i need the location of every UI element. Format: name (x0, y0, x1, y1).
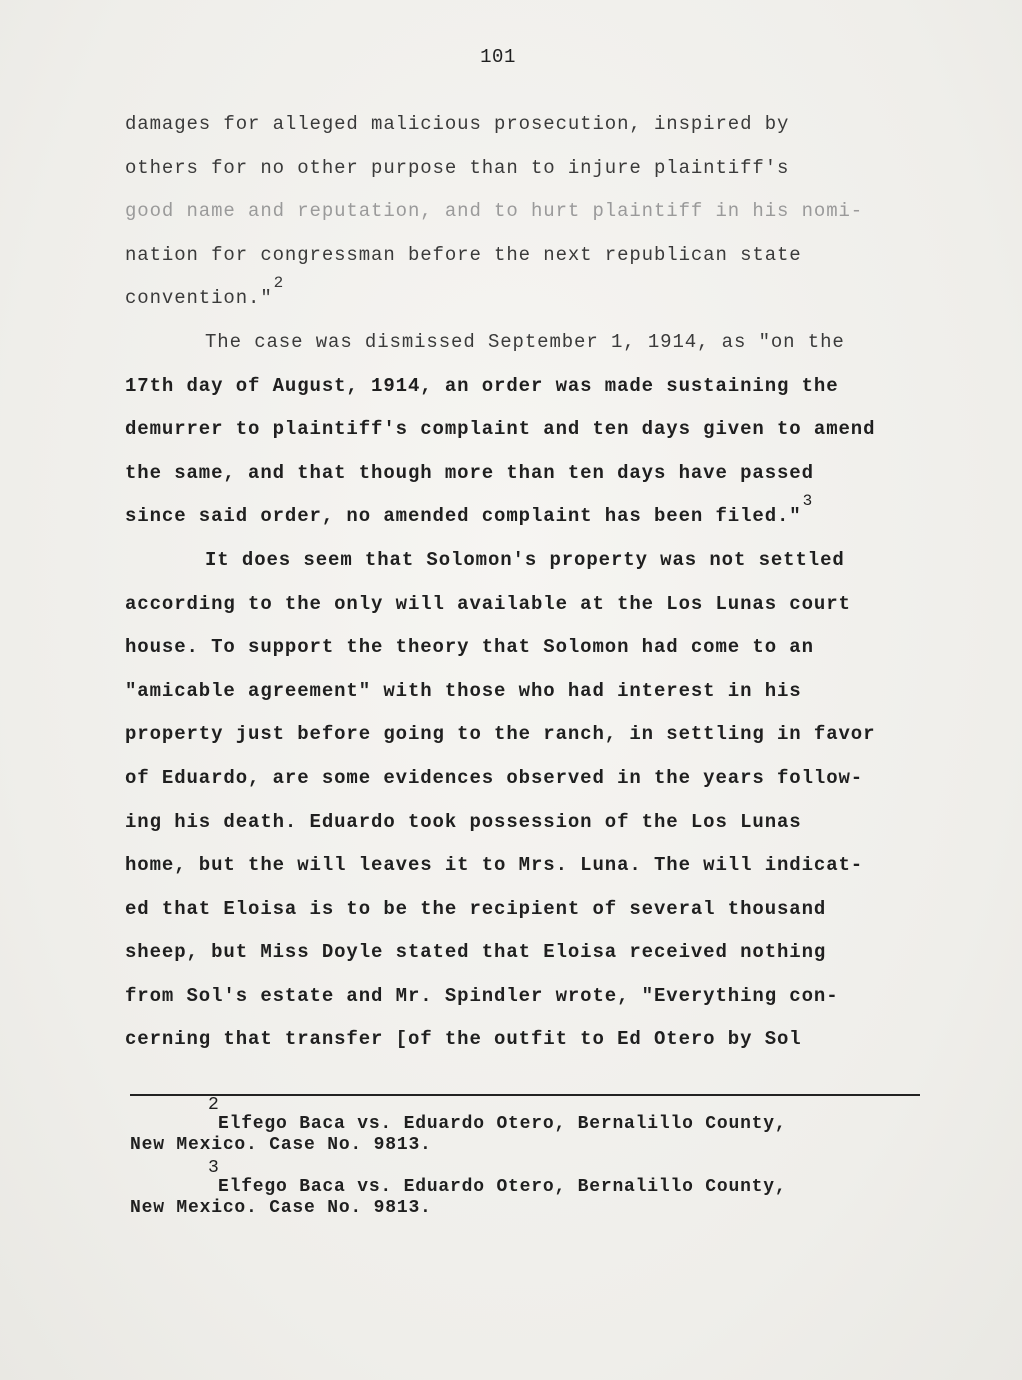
footnote-reference: 2 (273, 274, 285, 293)
text-line (125, 762, 945, 806)
text-line (125, 492, 945, 544)
footnote (130, 1159, 930, 1218)
text-line-content: house. To support the theory that Solomon had come to an (125, 636, 814, 659)
text-line-content: The case was dismissed September 1, 1914, as "on the (205, 330, 845, 353)
text-line-content: the same, and that though more than ten days have passed (125, 461, 814, 484)
text-line-content: ing his death. Eduardo took possession of the Los Lunas (125, 810, 802, 833)
text-line-content: good name and reputation, and to hurt plaintiff in his nomi- (125, 200, 864, 223)
text-line-content: others for no other purpose than to injure plaintiff's (125, 156, 790, 179)
text-line (125, 370, 945, 414)
text-line-content: ed that Eloisa is to be the recipient of several thousand (125, 897, 827, 920)
footnote-text: Elfego Baca vs. Eduardo Otero, Bernalillo County, (218, 1114, 787, 1134)
text-line-content: cerning that transfer [of the outfit to Ed Otero by Sol (125, 1028, 802, 1051)
footnote-text: New Mexico. Case No. 9813. (130, 1197, 432, 1218)
text-line (125, 274, 945, 326)
text-line (125, 413, 945, 457)
footnote-reference: 3 (802, 492, 814, 511)
text-line (125, 152, 945, 196)
text-line (125, 675, 945, 719)
text-line-content: "amicable agreement" with those who had interest in his (125, 679, 802, 702)
footnote-number: 2 (208, 1095, 220, 1115)
text-line (125, 108, 945, 152)
text-line (125, 457, 945, 501)
text-line (125, 893, 945, 937)
text-line-content: It does seem that Solomon's property was not settled (205, 548, 845, 571)
footnote-text: Elfego Baca vs. Eduardo Otero, Bernalillo County, (218, 1177, 787, 1197)
text-line (125, 544, 945, 588)
text-line-content: from Sol's estate and Mr. Spindler wrote, "Everything con- (125, 984, 839, 1007)
text-line (125, 195, 945, 239)
text-line-content: since said order, no amended complaint has been filed." (125, 505, 802, 528)
text-line (125, 631, 945, 675)
text-line (125, 980, 945, 1024)
text-line-content: property just before going to the ranch, in settling in favor (125, 723, 876, 746)
footnote-number: 3 (208, 1158, 220, 1178)
text-line-content: nation for congressman before the next republican state (125, 243, 802, 266)
footnote-text: New Mexico. Case No. 9813. (130, 1134, 432, 1155)
text-line-content: home, but the will leaves it to Mrs. Luna. The will indicat- (125, 854, 864, 877)
text-line-content: sheep, but Miss Doyle stated that Eloisa received nothing (125, 941, 827, 964)
text-line-content: convention." (125, 287, 273, 310)
text-line-content: demurrer to plaintiff's complaint and ten days given to amend (125, 418, 876, 441)
text-line-content: damages for alleged malicious prosecution, inspired by (125, 113, 790, 135)
text-line (125, 849, 945, 893)
text-line (125, 239, 945, 283)
page-number: 101 (480, 46, 516, 68)
text-line (125, 806, 945, 850)
text-line-content: according to the only will available at the Los Lunas court (125, 592, 851, 615)
body-text (125, 108, 945, 1067)
text-line (125, 718, 945, 762)
text-line-content: 17th day of August, 1914, an order was made sustaining the (125, 374, 839, 397)
footnotes (130, 1096, 930, 1222)
text-line (125, 588, 945, 632)
text-line (125, 936, 945, 980)
text-line (125, 326, 945, 370)
footnote (130, 1096, 930, 1155)
text-line (125, 1023, 945, 1067)
text-line-content: of Eduardo, are some evidences observed in the years follow- (125, 766, 864, 789)
